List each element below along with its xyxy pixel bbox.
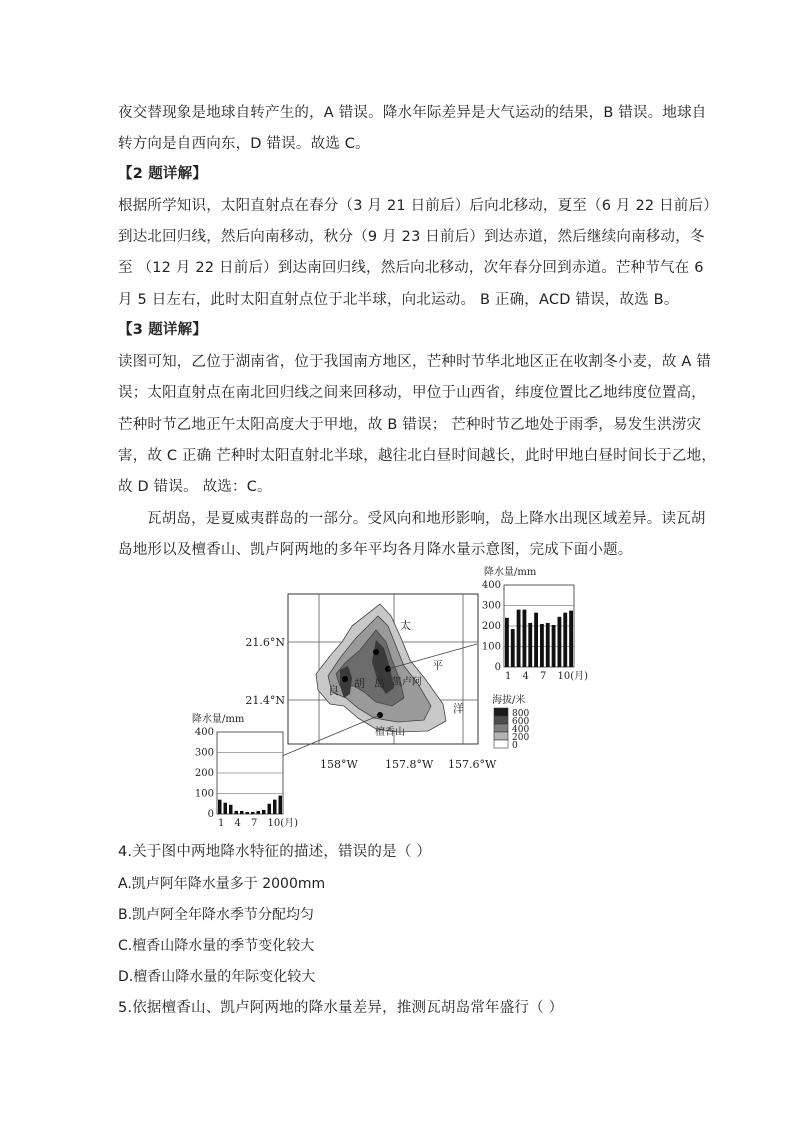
map-label-dao: 岛 — [374, 677, 385, 690]
legend-swatch — [494, 724, 508, 732]
chart-xtick: 10(月) — [557, 671, 589, 682]
bar-month-5 — [240, 811, 244, 814]
map-label-tai: 太 — [400, 619, 411, 632]
intro-line: 岛地形以及檀香山、凯卢阿两地的多年平均各月降水量示意图，完成下面小题。 — [118, 542, 633, 558]
paragraph-line: 芒种时节乙地正午太阳高度大于甲地，故 B 错误； 芒种时节乙地处于雨季，易发生洪涝灾 — [118, 417, 702, 433]
lat-label: 21.6°N — [245, 636, 285, 649]
chart-xtick: 7 — [540, 671, 547, 682]
chart-ytick: 300 — [194, 747, 214, 759]
chart-xtick: 4 — [522, 671, 529, 682]
map-label-yang: 洋 — [453, 702, 464, 715]
bar-month-3 — [517, 610, 521, 667]
paragraph-line: 到达北回归线，然后向南移动，秋分（9 月 23 日前后）到达赤道，然后继续向南移动，冬 — [118, 229, 705, 245]
question-4: 4.关于图中两地降水特征的描述，错误的是（ ） — [118, 844, 432, 860]
bar-month-6 — [534, 613, 538, 667]
bar-month-10 — [558, 617, 562, 667]
bar-month-9 — [552, 625, 556, 667]
legend-value: 400 — [512, 725, 530, 735]
bar-month-12 — [569, 611, 573, 667]
legend-value: 200 — [512, 733, 530, 743]
lon-label: 157.8°W — [385, 758, 434, 771]
chart-ytick: 300 — [481, 600, 501, 612]
legend-title: 海拔/米 — [492, 695, 526, 706]
bar-month-4 — [523, 610, 527, 667]
chart-ytick: 100 — [481, 641, 501, 653]
option-b: B.凯卢阿全年降水季节分配均匀 — [118, 907, 315, 923]
legend-value: 800 — [512, 709, 530, 719]
kailua-label: 凯卢阿 — [392, 677, 422, 688]
map-label-ping: 平 — [432, 659, 443, 672]
paragraph-line: 读图可知，乙位于湖南省，位于我国南方地区，芒种时节华北地区正在收割冬小麦，故 A 错 — [118, 354, 712, 370]
chart-ylabel: 降水量/mm — [484, 567, 537, 578]
question-5: 5.依据檀香山、凯卢阿两地的降水量差异，推测瓦胡岛常年盛行（ ） — [118, 1000, 564, 1016]
paragraph-line: 误；太阳直射点在南北回归线之间来回移动，甲位于山西省，纬度位置比乙地纬度位置高， — [118, 385, 706, 401]
elevation-legend — [494, 708, 529, 751]
bar-month-4 — [235, 811, 239, 814]
paragraph-line: 害，故 C 正确 芒种时太阳直射北半球，越往北白昼时间越长，此时甲地白昼时间长于乙地， — [118, 448, 717, 464]
honolulu-chart — [192, 712, 298, 829]
bar-month-5 — [528, 623, 532, 667]
legend-value: 600 — [512, 717, 530, 727]
chart-ytick: 200 — [194, 768, 214, 779]
section-heading: 【3 题详解】 — [118, 322, 208, 338]
peak-marker — [342, 676, 348, 682]
legend-swatch — [494, 732, 508, 740]
bar-month-1 — [505, 618, 509, 667]
option-a: A.凯卢阿年降水量多于 2000mm — [118, 876, 326, 892]
chart-xtick: 10(月) — [267, 818, 299, 829]
bar-month-8 — [257, 811, 261, 814]
paragraph-line: 至 （12 月 22 日前后）到达南回归线，然后向北移动，次年春分回到赤道。芒种节气在 6 — [118, 260, 704, 276]
oahu-figure — [180, 562, 600, 837]
bar-month-8 — [546, 623, 550, 667]
bar-month-12 — [279, 796, 283, 814]
honolulu-label: 檀香山 — [375, 727, 405, 738]
legend-swatch — [494, 716, 508, 724]
bar-month-7 — [540, 624, 544, 667]
bar-month-6 — [246, 812, 250, 814]
chart-ytick: 0 — [207, 809, 214, 820]
bar-month-11 — [273, 800, 277, 814]
bar-month-2 — [224, 803, 228, 814]
lat-label: 21.4°N — [245, 694, 285, 707]
legend-value: 0 — [512, 741, 518, 751]
chart-ytick: 100 — [194, 788, 214, 800]
bar-month-3 — [229, 805, 233, 814]
chart-xtick: 1 — [505, 671, 512, 682]
legend-swatch — [494, 740, 508, 748]
chart-ytick: 400 — [481, 580, 501, 591]
option-c: C.檀香山降水量的季节变化较大 — [118, 938, 315, 954]
paragraph-line: 根据所学知识，太阳直射点在春分（3 月 21 日前后）后向北移动，夏至（6 月 22 日前后） — [118, 198, 718, 214]
peak-marker — [373, 649, 379, 655]
legend-swatch — [494, 708, 508, 716]
bar-month-1 — [218, 800, 222, 814]
lon-label: 157.6°W — [448, 758, 497, 771]
bar-month-11 — [563, 613, 567, 667]
paragraph-line: 夜交替现象是地球自转产生的，A 错误。降水年际差异是大气运动的结果，B 错误。地球自 — [118, 105, 707, 121]
chart-xtick: 7 — [251, 818, 258, 829]
bar-month-9 — [262, 810, 266, 814]
chart-ytick: 400 — [194, 727, 214, 738]
lon-label: 158°W — [320, 758, 358, 771]
option-d: D.檀香山降水量的年际变化较大 — [118, 969, 316, 985]
chart-xtick: 1 — [218, 818, 225, 829]
bar-month-10 — [268, 804, 272, 814]
section-heading: 【2 题详解】 — [118, 166, 208, 182]
intro-line: 瓦胡岛，是夏威夷群岛的一部分。受风向和地形影响，岛上降水出现区域差异。读瓦胡 — [147, 511, 706, 527]
bar-month-7 — [251, 812, 255, 814]
paragraph-line: 故 D 错误。 故选：C。 — [118, 479, 272, 495]
kailua-chart — [482, 565, 588, 682]
bar-month-2 — [511, 629, 515, 667]
chart-ylabel: 降水量/mm — [192, 714, 245, 725]
chart-ytick: 0 — [494, 662, 501, 673]
map-label-liang: 良 — [328, 684, 339, 697]
paragraph-line: 转方向是自西向东，D 错误。故选 C。 — [118, 136, 370, 152]
map-label-hu: 胡 — [354, 677, 365, 690]
chart-ytick: 200 — [481, 621, 501, 632]
paragraph-line: 月 5 日左右，此时太阳直射点位于北半球，向北运动。 B 正确，ACD 错误，故选 B。 — [118, 292, 679, 308]
chart-xtick: 4 — [234, 818, 241, 829]
